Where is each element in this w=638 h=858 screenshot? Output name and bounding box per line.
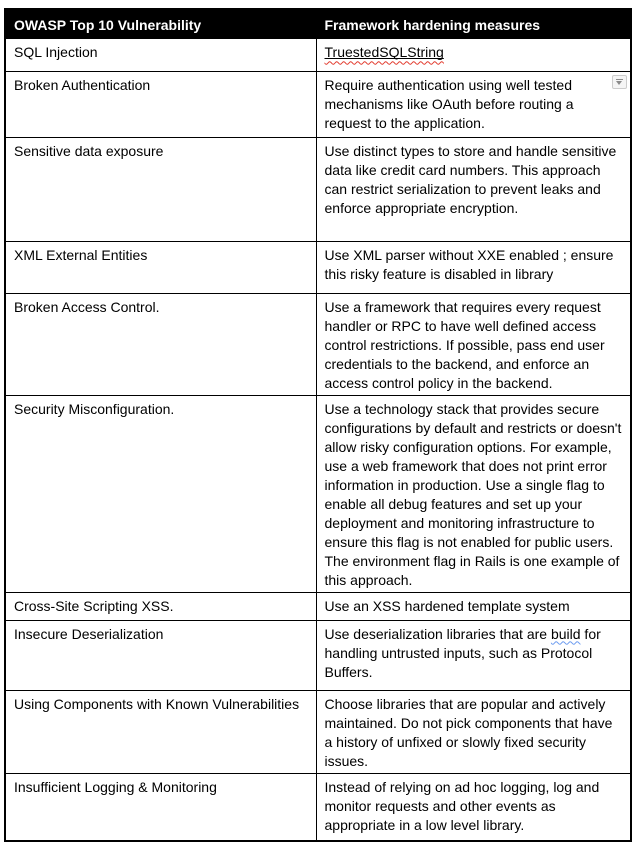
table-row — [5, 71, 631, 137]
measure-cell[interactable] — [316, 395, 631, 592]
measure-text: Use a framework that requires every request handler or RPC to have well defined access control restrictions. If possible, pass end user credentials to the backend, and enforce an access control policy in the backend. — [324, 298, 605, 391]
table-row — [5, 620, 631, 690]
vulnerability-cell[interactable] — [5, 773, 316, 841]
measure-cell[interactable] — [316, 592, 631, 620]
measure-cell[interactable] — [316, 71, 631, 137]
measure-text: Choose libraries that are popular and actively maintained. Do not pick components that have a history of unfixed or slowly fixed security issues. — [324, 695, 613, 769]
vulnerability-text: Insecure Deserialization — [14, 625, 164, 642]
vulnerability-text: Security Misconfiguration. — [14, 400, 175, 417]
table-row — [5, 38, 631, 71]
text-segment: for handling untrusted inputs, such as Protocol Buffers. — [324, 625, 601, 680]
measure-cell[interactable] — [316, 690, 631, 773]
measure-text: Use XML parser without XXE enabled ; ensure this risky feature is disabled in library — [324, 246, 614, 282]
vulnerability-text: Broken Authentication — [14, 76, 151, 93]
owasp-hardening-table — [4, 8, 632, 842]
measure-cell[interactable] — [316, 38, 631, 71]
vulnerability-text: SQL Injection — [14, 43, 98, 60]
vulnerability-text: Insufficient Logging & Monitoring — [14, 778, 217, 795]
vulnerability-cell[interactable] — [5, 690, 316, 773]
vulnerability-cell[interactable] — [5, 137, 316, 241]
table-row — [5, 395, 631, 592]
underlined-text — [325, 44, 444, 60]
table-row — [5, 690, 631, 773]
vulnerability-text: Broken Access Control. — [14, 298, 160, 315]
vulnerability-cell[interactable] — [5, 395, 316, 592]
text-segment: Use deserialization libraries that are — [324, 625, 551, 642]
table-body — [5, 38, 631, 841]
measure-text — [325, 626, 601, 680]
cell-dropdown-button[interactable] — [612, 75, 627, 89]
measure-cell[interactable] — [316, 293, 631, 395]
measure-text: Use distinct types to store and handle sensitive data like credit card numbers. This approach can restrict serialization to prevent leaks and enforce appropriate encryption. — [324, 142, 617, 216]
table-row — [5, 241, 631, 293]
measure-text: Require authentication using well tested mechanisms like OAuth before routing a request to the application. — [324, 76, 574, 131]
dropdown-icon — [616, 79, 623, 85]
header-row — [5, 9, 631, 38]
vulnerability-text: Cross-Site Scripting XSS. — [14, 597, 174, 614]
column-header-label: OWASP Top 10 Vulnerability — [14, 17, 202, 33]
vulnerability-text: Sensitive data exposure — [14, 142, 164, 159]
vulnerability-cell[interactable] — [5, 620, 316, 690]
grammar-flagged-word: build — [550, 625, 581, 642]
measure-cell[interactable] — [316, 241, 631, 293]
measure-text: Instead of relying on ad hoc logging, log and monitor requests and other events as appropriate in a low level library. — [324, 778, 600, 833]
measure-cell[interactable] — [316, 137, 631, 241]
measure-text: Use a technology stack that provides secure configurations by default and restricts or doesn't allow risky configuration options. For example, use a web framework that does not print error information in production. Use a single flag to enable all debug features and set up your deployment and monitoring infrastructure to ensure this flag is not enabled for public users. The environment flag in Rails is one example of this approach. — [324, 400, 622, 588]
table-row — [5, 592, 631, 620]
vulnerability-text: Using Components with Known Vulnerabilities — [14, 695, 300, 712]
vulnerability-text: XML External Entities — [14, 246, 148, 263]
measure-text: Use an XSS hardened template system — [324, 597, 570, 614]
table-row — [5, 137, 631, 241]
measure-cell[interactable] — [316, 773, 631, 841]
column-header-measures — [316, 9, 631, 38]
column-header-label: Framework hardening measures — [324, 17, 541, 33]
vulnerability-cell[interactable] — [5, 38, 316, 71]
column-header-vulnerability — [5, 9, 316, 38]
table-row — [5, 773, 631, 841]
misspelled-word: TruestedSQLString — [324, 43, 444, 60]
vulnerability-cell[interactable] — [5, 592, 316, 620]
table-row — [5, 293, 631, 395]
vulnerability-cell[interactable] — [5, 293, 316, 395]
vulnerability-cell[interactable] — [5, 241, 316, 293]
vulnerability-cell[interactable] — [5, 71, 316, 137]
measure-cell[interactable] — [316, 620, 631, 690]
